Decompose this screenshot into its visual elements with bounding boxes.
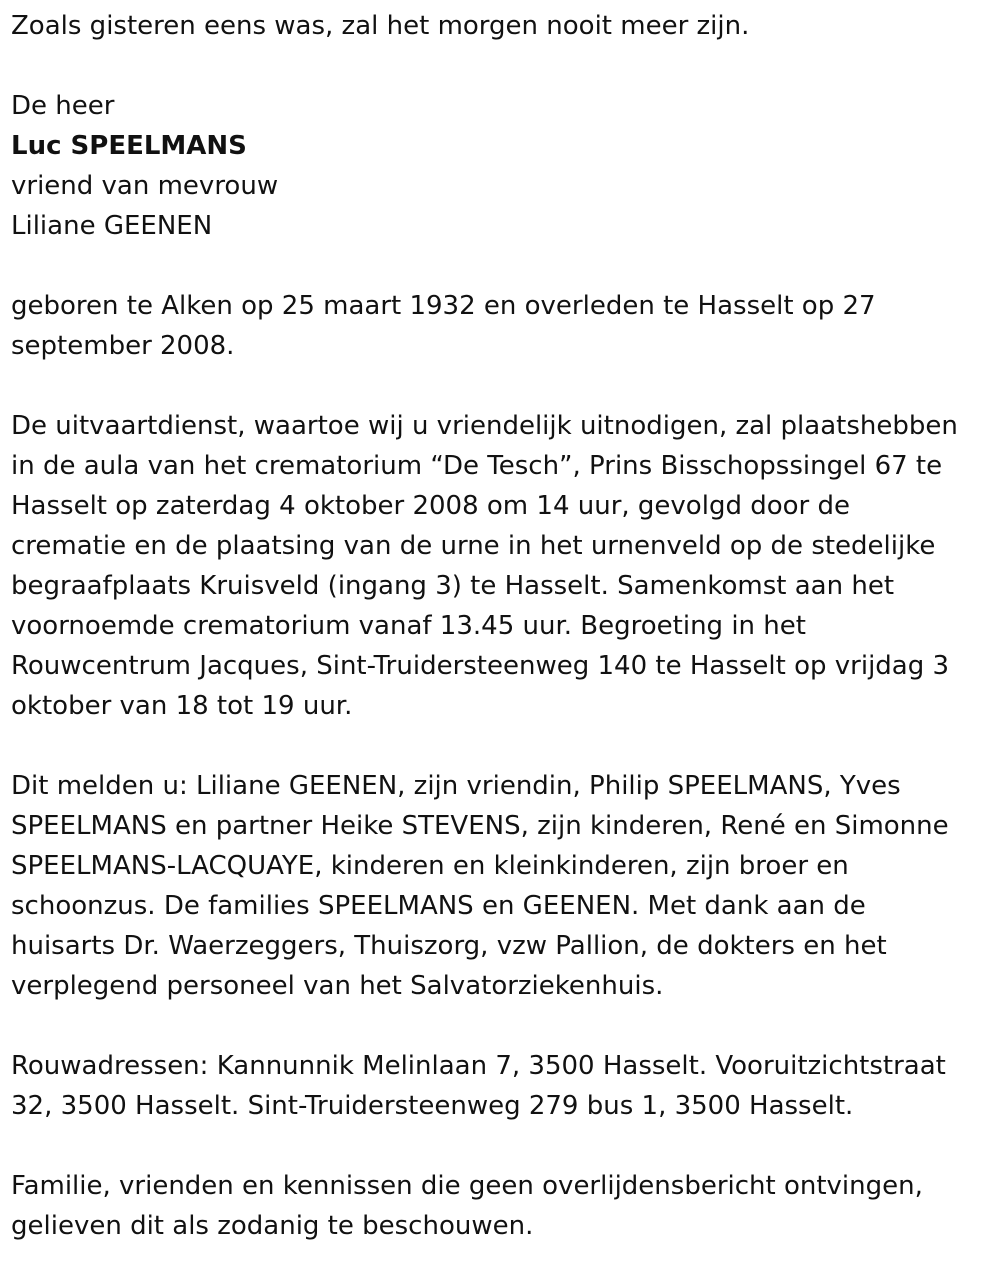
obituary-document <box>11 6 991 1246</box>
spacer <box>11 46 991 86</box>
funeral-service-paragraph <box>11 406 991 726</box>
spacer <box>11 1006 991 1046</box>
paragraph-line: schoonzus. De families SPEELMANS en GEENEN. Met dank aan de <box>11 891 866 921</box>
condolence-addresses-paragraph <box>11 1046 991 1126</box>
paragraph-line: geboren te Alken op 25 maart 1932 en overleden te Hasselt op 27 <box>11 291 876 321</box>
paragraph-line: Rouwadressen: Kannunnik Melinlaan 7, 3500 Hasselt. Vooruitzichtstraat <box>11 1051 946 1081</box>
paragraph-line: SPEELMANS en partner Heike STEVENS, zijn kinderen, René en Simonne <box>11 811 949 841</box>
paragraph-line: voornoemde crematorium vanaf 13.45 uur. Begroeting in het <box>11 611 806 641</box>
paragraph-line: Familie, vrienden en kennissen die geen overlijdensbericht ontvingen, <box>11 1171 923 1201</box>
paragraph-line: verplegend personeel van het Salvatorziekenhuis. <box>11 971 664 1001</box>
paragraph-line: Rouwcentrum Jacques, Sint-Truidersteenweg 140 te Hasselt op vrijdag 3 <box>11 651 950 681</box>
paragraph-line: gelieven dit als zodanig te beschouwen. <box>11 1211 534 1241</box>
closing-paragraph <box>11 1166 991 1246</box>
spacer <box>11 1126 991 1166</box>
paragraph-line: Hasselt op zaterdag 4 oktober 2008 om 14 uur, gevolgd door de <box>11 491 850 521</box>
paragraph-line: september 2008. <box>11 331 235 361</box>
paragraph-line: huisarts Dr. Waerzeggers, Thuiszorg, vzw Pallion, de dokters en het <box>11 931 887 961</box>
spacer <box>11 726 991 766</box>
birth-death-paragraph <box>11 286 991 366</box>
paragraph-line: SPEELMANS-LACQUAYE, kinderen en kleinkinderen, zijn broer en <box>11 851 849 881</box>
partner-name: Liliane GEENEN <box>11 211 213 241</box>
paragraph-line: De uitvaartdienst, waartoe wij u vriendelijk uitnodigen, zal plaatshebben <box>11 411 958 441</box>
paragraph-line: 32, 3500 Hasselt. Sint-Truidersteenweg 279 bus 1, 3500 Hasselt. <box>11 1091 854 1121</box>
deceased-name: Luc SPEELMANS <box>11 131 247 161</box>
salutation: De heer <box>11 91 115 121</box>
paragraph-line: begraafplaats Kruisveld (ingang 3) te Hasselt. Samenkomst aan het <box>11 571 895 601</box>
paragraph-line: Dit melden u: Liliane GEENEN, zijn vriendin, Philip SPEELMANS, Yves <box>11 771 901 801</box>
paragraph-line: crematie en de plaatsing van de urne in het urnenveld op de stedelijke <box>11 531 936 561</box>
paragraph-line: in de aula van het crematorium “De Tesch”, Prins Bisschopssingel 67 te <box>11 451 943 481</box>
spacer <box>11 246 991 286</box>
announcement-paragraph <box>11 766 991 1006</box>
motto-text: Zoals gisteren eens was, zal het morgen nooit meer zijn. <box>11 11 750 41</box>
spacer <box>11 366 991 406</box>
paragraph-line: oktober van 18 tot 19 uur. <box>11 691 353 721</box>
relation-text: vriend van mevrouw <box>11 171 279 201</box>
